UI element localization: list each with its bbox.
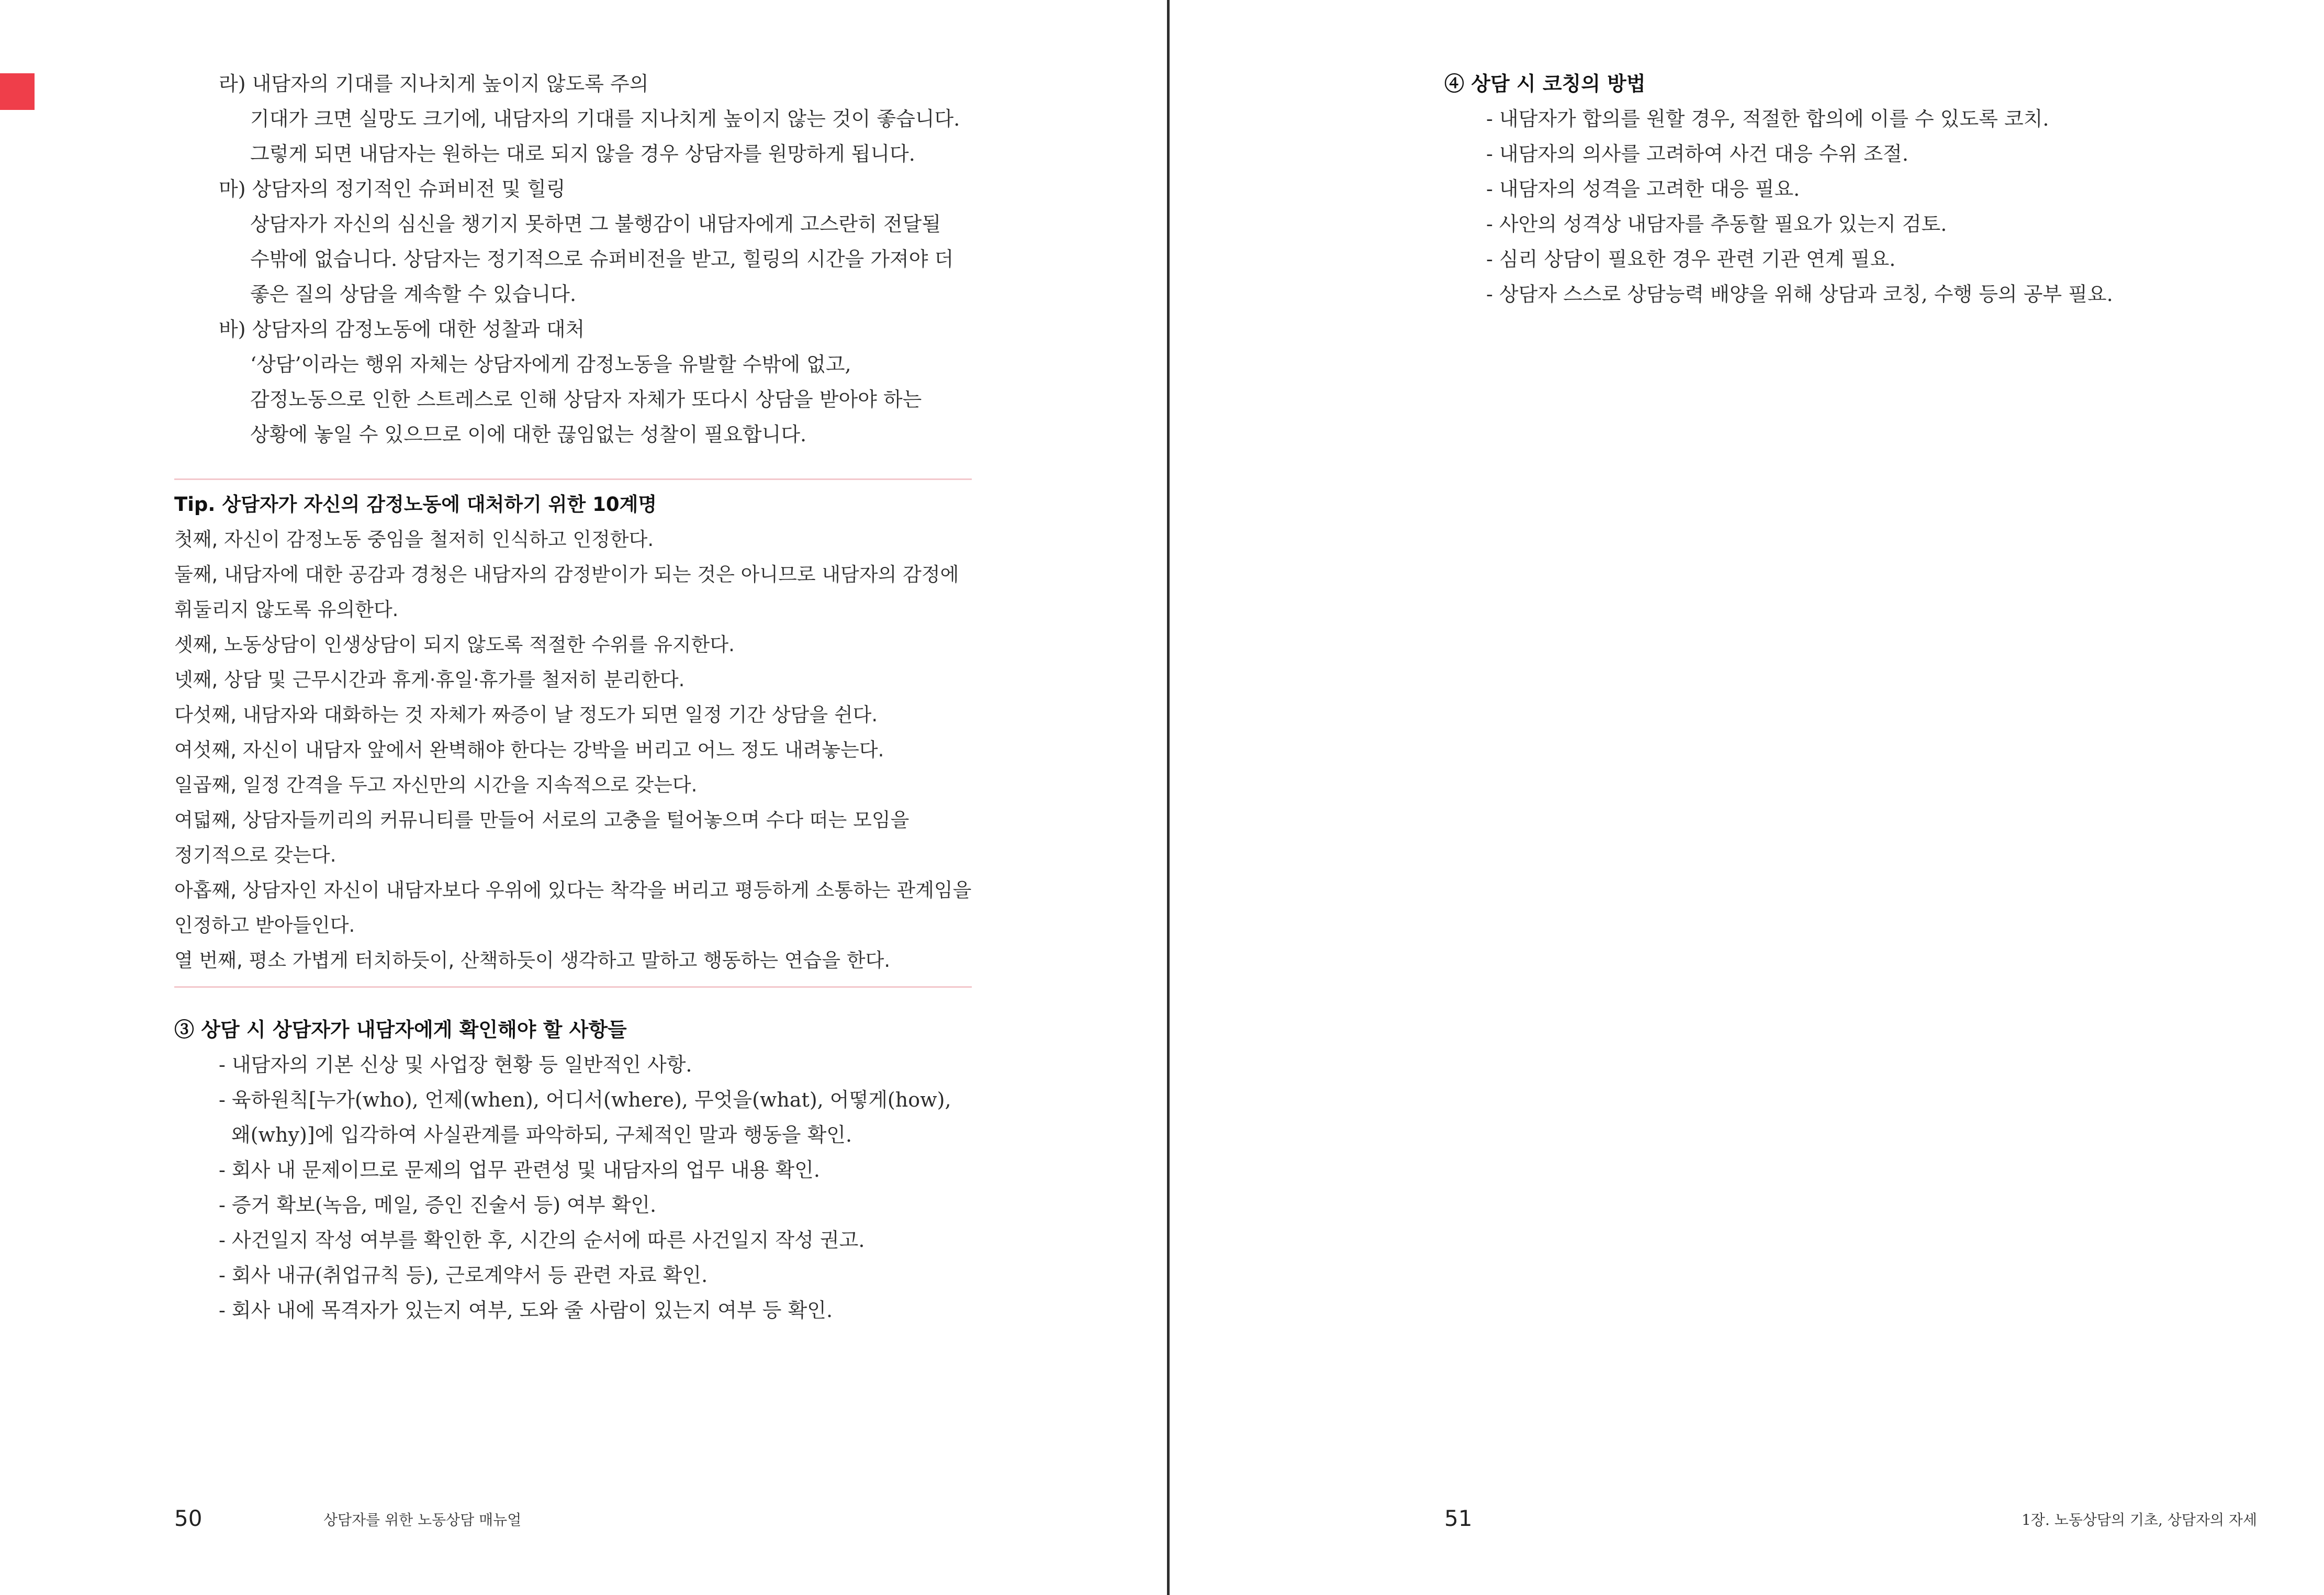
tip-line: 넷째, 상담 및 근무시간과 휴게·휴일·휴가를 철저히 분리한다. — [174, 668, 685, 691]
tip-rule-top — [174, 478, 972, 480]
item-title: 마) 상담자의 정기적인 슈퍼비전 및 힐링 — [219, 177, 566, 200]
tip-line: 여섯째, 자신이 내담자 앞에서 완벽해야 한다는 강박을 버리고 어느 정도 내려놓는다. — [174, 739, 884, 761]
tip-rule-bottom — [174, 986, 972, 988]
tip-line: 첫째, 자신이 감정노동 중임을 철저히 인식하고 인정한다. — [174, 528, 654, 551]
section-line: - 회사 내에 목격자가 있는지 여부, 도와 줄 사람이 있는지 여부 등 확인. — [219, 1299, 833, 1322]
red-marker — [0, 73, 35, 110]
tip-line: 둘째, 내담자에 대한 공감과 경청은 내담자의 감정받이가 되는 것은 아니므로 내담자의 감정에 — [174, 563, 959, 586]
item-line: 좋은 질의 상담을 계속할 수 있습니다. — [250, 283, 577, 306]
section-line: - 내담자의 성격을 고려한 대응 필요. — [1486, 177, 1800, 200]
tip-line: 아홉째, 상담자인 자신이 내담자보다 우위에 있다는 착각을 버리고 평등하게 소통하는 관계임을 — [174, 879, 972, 901]
tip-line: 다섯째, 내담자와 대화하는 것 자체가 짜증이 날 정도가 되면 일정 기간 상담을 쉰다. — [174, 704, 878, 726]
section-line: - 내담자가 합의를 원할 경우, 적절한 합의에 이를 수 있도록 코치. — [1486, 107, 2049, 130]
section-line: - 회사 내규(취업규칙 등), 근로계약서 등 관련 자료 확인. — [219, 1264, 708, 1287]
tip-line: 셋째, 노동상담이 인생상담이 되지 않도록 적절한 수위를 유지한다. — [174, 633, 735, 656]
section-line: - 육하원칙[누가(who), 언제(when), 어디서(where), 무엇을(what), 어떻게(how), — [219, 1088, 951, 1111]
page-right — [1170, 0, 2324, 1595]
tip-line: 열 번째, 평소 가볍게 터치하듯이, 산책하듯이 생각하고 말하고 행동하는 연습을 한다. — [174, 949, 891, 972]
section-line: - 심리 상담이 필요한 경우 관련 기관 연계 필요. — [1486, 248, 1896, 271]
section-title: ③ 상담 시 상담자가 내담자에게 확인해야 할 사항들 — [174, 1018, 627, 1041]
section-line: - 증거 확보(녹음, 메일, 증인 진술서 등) 여부 확인. — [219, 1194, 657, 1217]
tip-line: 정기적으로 갖는다. — [174, 844, 336, 866]
item-title: 라) 내담자의 기대를 지나치게 높이지 않도록 주의 — [219, 72, 649, 95]
item-line: ‘상담’이라는 행위 자체는 상담자에게 감정노동을 유발할 수밖에 없고, — [250, 353, 851, 376]
section-line: - 내담자의 기본 신상 및 사업장 현황 등 일반적인 사항. — [219, 1053, 692, 1076]
running-title: 상담자를 위한 노동상담 매뉴얼 — [323, 1511, 522, 1529]
page-number: 51 — [1444, 1505, 1473, 1531]
item-title: 바) 상담자의 감정노동에 대한 성찰과 대처 — [219, 318, 585, 341]
item-line: 상담자가 자신의 심신을 챙기지 못하면 그 불행감이 내담자에게 고스란히 전달될 — [250, 213, 941, 236]
item-line: 상황에 놓일 수 있으므로 이에 대한 끊임없는 성찰이 필요합니다. — [250, 423, 807, 446]
section-line: - 사안의 성격상 내담자를 추동할 필요가 있는지 검토. — [1486, 213, 1947, 236]
running-title: 1장. 노동상담의 기초, 상담자의 자세 — [2022, 1511, 2257, 1529]
section-line: - 회사 내 문제이므로 문제의 업무 관련성 및 내담자의 업무 내용 확인. — [219, 1158, 820, 1181]
section-line: 왜(why)]에 입각하여 사실관계를 파악하되, 구체적인 말과 행동을 확인. — [231, 1123, 852, 1146]
item-line: 그렇게 되면 내담자는 원하는 대로 되지 않을 경우 상담자를 원망하게 됩니다. — [250, 142, 915, 165]
tip-line: 일곱째, 일정 간격을 두고 자신만의 시간을 지속적으로 갖는다. — [174, 774, 698, 796]
tip-title: Tip. 상담자가 자신의 감정노동에 대처하기 위한 10계명 — [174, 493, 657, 516]
page-number: 50 — [174, 1505, 203, 1531]
item-line: 수밖에 없습니다. 상담자는 정기적으로 슈퍼비전을 받고, 힐링의 시간을 가져야 더 — [250, 248, 954, 271]
tip-line: 여덟째, 상담자들끼리의 커뮤니티를 만들어 서로의 고충을 털어놓으며 수다 떠는 모임을 — [174, 809, 910, 831]
item-line: 기대가 크면 실망도 크기에, 내담자의 기대를 지나치게 높이지 않는 것이 좋습니다. — [250, 107, 960, 130]
section-line: - 사건일지 작성 여부를 확인한 후, 시간의 순서에 따른 사건일지 작성 권고. — [219, 1229, 865, 1252]
section-title: ④ 상담 시 코칭의 방법 — [1444, 72, 1646, 95]
tip-line: 인정하고 받아들인다. — [174, 914, 355, 936]
section-line: - 내담자의 의사를 고려하여 사건 대응 수위 조절. — [1486, 142, 1908, 165]
item-line: 감정노동으로 인한 스트레스로 인해 상담자 자체가 또다시 상담을 받아야 하는 — [250, 388, 922, 411]
section-line: - 상담자 스스로 상담능력 배양을 위해 상담과 코칭, 수행 등의 공부 필요. — [1486, 283, 2113, 306]
tip-line: 휘둘리지 않도록 유의한다. — [174, 598, 399, 621]
